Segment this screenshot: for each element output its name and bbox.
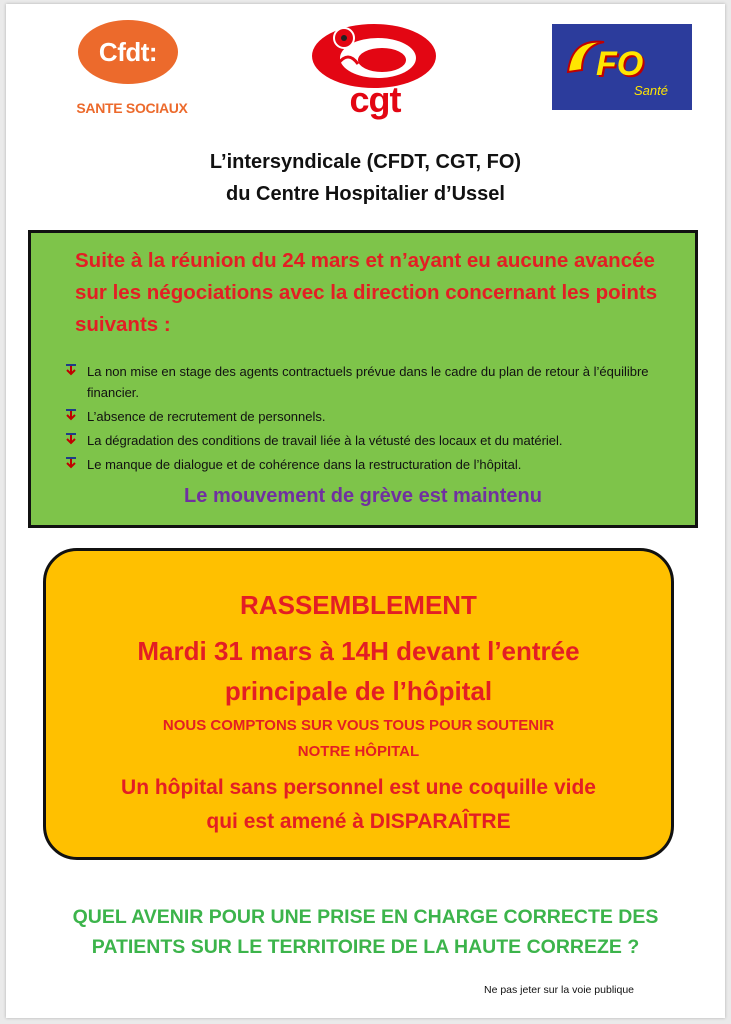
cgt-logo: [302, 20, 444, 120]
rally-title: RASSEMBLEMENT: [240, 590, 477, 620]
list-item: [65, 454, 693, 475]
arrow-bullet-icon: [65, 409, 77, 421]
fo-logo-name: FO: [596, 45, 644, 83]
flyer-page: [6, 4, 725, 1018]
list-item: [65, 361, 693, 403]
rally-box: [43, 548, 674, 860]
strike-notice: Le mouvement de grève est maintenu: [184, 485, 542, 507]
cgt-logo-name: cgt: [349, 79, 401, 120]
arrow-bullet-icon: [65, 364, 77, 376]
list-item-text: La dégradation des conditions de travail liée à la vétusté des locaux et du matériel.: [87, 433, 563, 448]
rally-date-line1: Mardi 31 mars à 14H devant l’entrée: [137, 636, 580, 666]
footer-question-line2: PATIENTS SUR LE TERRITOIRE DE LA HAUTE CORREZE ?: [91, 936, 640, 958]
fo-logo: [552, 24, 692, 110]
header-title-line2: du Centre Hospitalier d’Ussel: [226, 183, 505, 205]
arrow-bullet-icon: [65, 457, 77, 469]
rally-date-line2: principale de l’hôpital: [224, 676, 493, 706]
rally-slogan-line1: Un hôpital sans personnel est une coquille vide: [121, 776, 596, 799]
demands-list: [65, 361, 693, 478]
footer-question-line1: QUEL AVENIR POUR UNE PRISE EN CHARGE CORRECTE DES: [72, 906, 659, 928]
rally-slogan-line2: qui est amené à DISPARAÎTRE: [206, 810, 511, 833]
footer-note: Ne pas jeter sur la voie publique: [484, 984, 635, 996]
rally-support-line1: NOUS COMPTONS SUR VOUS TOUS POUR SOUTENIR: [162, 717, 555, 734]
list-item: [65, 430, 693, 451]
fo-logo-subtitle: Santé: [634, 83, 668, 98]
list-item-text: La non mise en stage des agents contractuels prévue dans le cadre du plan de retour à l’équilibre financier.: [87, 364, 649, 400]
demands-box: [28, 230, 698, 528]
rally-support-line2: NOTRE HÔPITAL: [297, 743, 420, 760]
list-item: [65, 406, 693, 427]
list-item-text: L’absence de recrutement de personnels.: [87, 409, 326, 424]
header-title-line1: L’intersyndicale (CFDT, CGT, FO): [209, 151, 522, 173]
cfdt-logo: [72, 20, 192, 124]
cfdt-logo-subtitle: SANTE SOCIAUX: [76, 100, 188, 116]
cfdt-logo-name: Cfdt:: [78, 20, 178, 84]
demands-intro: Suite à la réunion du 24 mars et n’ayant eu aucune avancée sur les négociations avec la direction concernant les points suivants :: [75, 249, 658, 336]
arrow-bullet-icon: [65, 433, 77, 445]
list-item-text: Le manque de dialogue et de cohérence dans la restructuration de l’hôpital.: [87, 457, 522, 472]
